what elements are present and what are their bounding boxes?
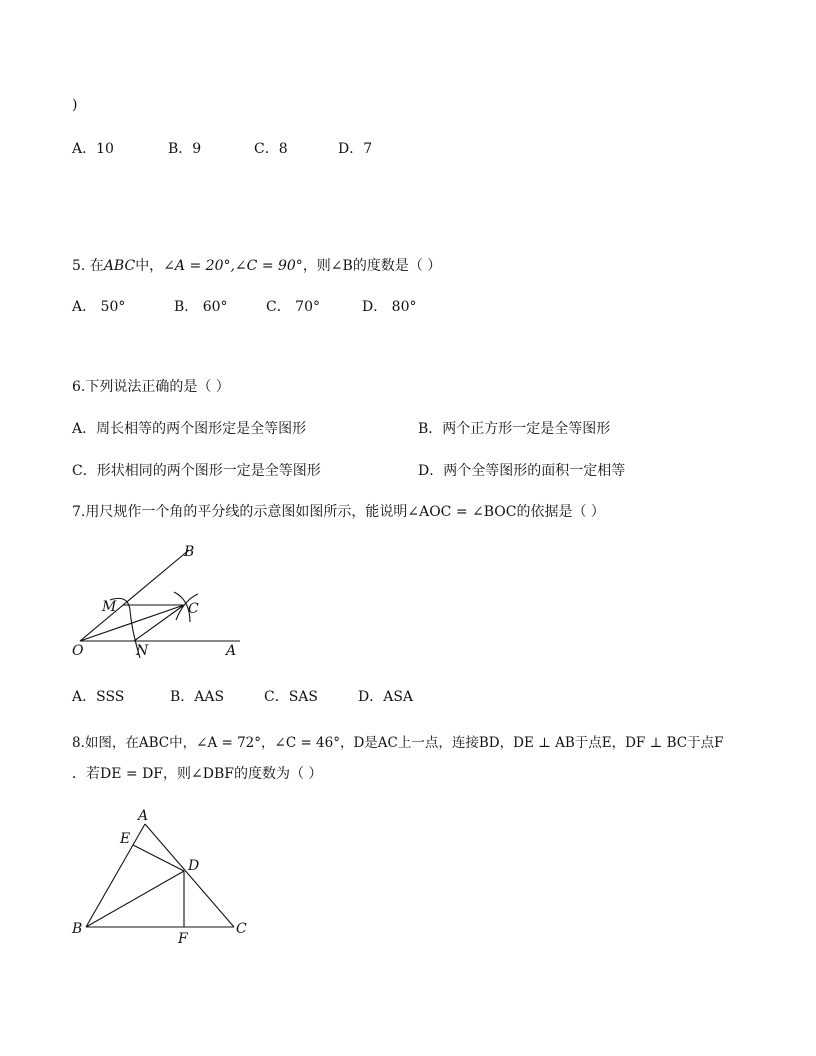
q8-triangle-figure [66,800,266,950]
q5-triangle: ABC [103,258,136,274]
q7-label-b: B [184,544,195,560]
q5-mid: 中， [135,258,164,274]
q4-option-b[interactable]: B．9 [168,141,202,157]
q6-stem: 6.下列说法正确的是（ ） [72,379,230,395]
q7-option-b[interactable]: B．AAS [170,689,225,705]
q7-option-a[interactable]: A．SSS [72,689,125,705]
q5-prefix: 在 [85,258,104,274]
q6-option-c[interactable]: C．形状相同的两个图形一定是全等图形 [72,463,321,479]
q5-number: 5. [72,258,86,274]
q8-label-e: E [120,831,131,847]
q8-label-b: B [72,921,83,937]
q7-stem: 7.用尺规作一个角的平分线的示意图如图所示，能说明∠AOC = ∠BOC的依据是（ ） [72,504,605,520]
q7-label-m: M [102,599,117,615]
q7-ray-ob [80,550,189,641]
q7-label-a: A [226,643,237,659]
q5-condition: ∠A = 20°,∠C = 90° [163,258,303,274]
q8-side-ab [86,824,145,927]
q8-label-f: F [178,931,188,947]
q8-label-a: A [138,808,149,824]
q7-option-c[interactable]: C．SAS [264,689,319,705]
q7-angle-bisector-figure [66,538,266,668]
q5-option-d[interactable]: D． 80° [362,299,417,315]
q6-option-d[interactable]: D．两个全等图形的面积一定相等 [418,463,626,479]
q5-stem [72,257,441,275]
q8-label-c: C [236,921,247,937]
q8-label-d: D [188,858,200,874]
q6-option-a[interactable]: A．周长相等的两个图形定是全等图形 [72,421,307,437]
q5-option-a[interactable]: A． 50° [72,299,126,315]
q4-option-d[interactable]: D．7 [338,141,373,157]
q8-stem-line1: 8.如图，在ABC中，∠A = 72°，∠C = 46°，D是AC上一点，连接BD，DE ⊥ AB于点E，DF ⊥ BC于点F [72,735,724,751]
q7-segment-nc [134,605,184,641]
q7-label-o: O [72,643,84,659]
q5-suffix: ，则∠B的度数是（ ） [302,258,442,274]
q7-option-d[interactable]: D．ASA [358,689,414,705]
q7-label-n: N [136,643,149,659]
q7-label-c: C [188,601,199,617]
q8-segment-bd [86,871,184,927]
q4-option-a[interactable]: A．10 [72,141,114,157]
q8-side-ac [145,824,234,927]
q5-option-c[interactable]: C． 70° [266,299,320,315]
q5-option-b[interactable]: B． 60° [174,299,228,315]
q8-segment-de [133,845,184,871]
q4-option-c[interactable]: C．8 [254,141,288,157]
q6-option-b[interactable]: B．两个正方形一定是全等图形 [418,421,611,437]
q4-closing-paren: ) [72,97,78,113]
q8-stem-line2: ．若DE = DF，则∠DBF的度数为（ ） [72,766,323,782]
